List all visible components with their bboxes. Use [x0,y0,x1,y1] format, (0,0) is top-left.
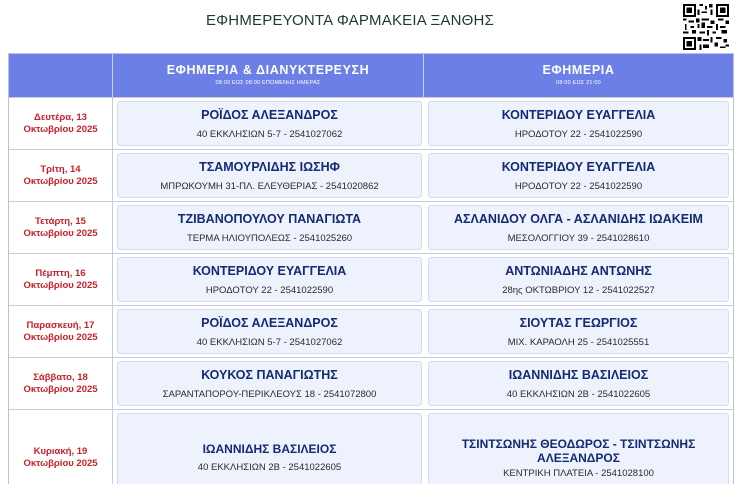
night-duty-cell [117,101,422,146]
pharmacy-name: ΙΩΑΝΝΙΔΗΣ ΒΑΣΙΛΕΙΟΣ [508,367,649,382]
page-title: ΕΦΗΜΕΡΕΥΟΝΤΑ ΦΑΡΜΑΚΕΙΑ ΞΑΝΘΗΣ [205,12,495,29]
pharmacy-address: ΜΙΧ. ΚΑΡΑΟΛΗ 25 - 2541025551 [507,336,650,348]
pharmacy-name: ΤΖΙΒΑΝΟΠΟΥΛΟΥ ΠΑΝΑΓΙΩΤΑ [177,211,362,226]
day-label: Σάββατο, 18 [33,371,88,383]
pharmacy-name: ΚΟΝΤΕΡΙΔΟΥ ΕΥΑΓΓΕΛΙΑ [192,263,347,278]
day-label: Κυριακή, 19 [33,445,88,457]
header-day-duty [424,54,733,97]
table-row [9,305,733,357]
header-night-duty-title: ΕΦΗΜΕΡΙΑ & ΔΙΑΝΥΚΤΕΡΕΥΣΗ [166,63,370,77]
pharmacy-name: ΤΣΑΜΟΥΡΛΙΔΗΣ ΙΩΣΗΦ [199,159,340,174]
day-cell [9,98,113,149]
table-header [9,54,733,97]
duty-pharmacies-table [8,53,734,484]
pharmacy-address: ΜΠΡΩΚΟΥΜΗ 31-ΠΛ. ΕΛΕΥΘΕΡΙΑΣ - 2541020862 [160,180,379,192]
day-cell [9,202,113,253]
day-label: Παρασκευή, 17 [26,319,95,331]
pharmacy-name: ΙΩΑΝΝΙΔΗΣ ΒΑΣΙΛΕΙΟΣ [202,442,337,456]
pharmacy-name: ΡΟΪΔΟΣ ΑΛΕΞΑΝΔΡΟΣ [201,315,338,330]
pharmacy-name: ΚΟΝΤΕΡΙΔΟΥ ΕΥΑΓΓΕΛΙΑ [501,159,656,174]
day-label: Πέμπτη, 16 [35,267,86,279]
header-blank-cell [9,54,113,97]
pharmacy-address: ΜΕΣΟΛΟΓΓΙΟΥ 39 - 2541028610 [507,232,650,244]
day-duty-cell [428,413,729,484]
day-duty-cell [428,153,729,198]
day-label: Τρίτη, 14 [40,163,81,175]
month-label: Οκτωβρίου 2025 [23,331,98,343]
pharmacy-name: ΚΟΝΤΕΡΙΔΟΥ ΕΥΑΓΓΕΛΙΑ [501,107,656,122]
month-label: Οκτωβρίου 2025 [23,227,98,239]
pharmacy-name: ΤΣΙΝΤΣΩΝΗΣ ΘΕΟΔΩΡΟΣ - ΤΣΙΝΤΣΩΝΗΣ ΑΛΕΞΑΝΔΡΟΣ [461,436,696,465]
table-row [9,97,733,149]
pharmacy-name: ΡΟΪΔΟΣ ΑΛΕΞΑΝΔΡΟΣ [201,107,338,122]
day-cell [9,150,113,201]
pharmacy-address: 40 ΕΚΚΛΗΣΙΩΝ 2Β - 2541022605 [506,388,651,400]
pharmacy-address: ΤΕΡΜΑ ΗΛΙΟΥΠΟΛΕΩΣ - 2541025260 [186,232,353,244]
pharmacy-address: 40 ΕΚΚΛΗΣΙΩΝ 5-7 - 2541027062 [196,336,343,348]
month-label: Οκτωβρίου 2025 [23,457,98,469]
pharmacy-name: ΑΝΤΩΝΙΑΔΗΣ ΑΝΤΩΝΗΣ [505,263,652,278]
header-day-duty-hours: 08:00 ΕΩΣ 21:00 [556,80,601,86]
pharmacy-name: ΑΣΛΑΝΙΔΟΥ ΟΛΓΑ - ΑΣΛΑΝΙΔΗΣ ΙΩΑΚΕΙΜ [454,211,703,226]
table-row [9,149,733,201]
pharmacy-address: ΗΡΟΔΟΤΟΥ 22 - 2541022590 [514,128,643,140]
header-day-duty-title: ΕΦΗΜΕΡΙΑ [542,63,615,77]
day-cell [9,358,113,409]
day-cell [9,254,113,305]
pharmacy-name: ΚΟΥΚΟΣ ΠΑΝΑΓΙΩΤΗΣ [201,367,338,382]
day-duty-cell [428,257,729,302]
header-night-duty [113,54,424,97]
table-row [9,357,733,409]
night-duty-cell [117,205,422,250]
day-duty-cell [428,101,729,146]
month-label: Οκτωβρίου 2025 [23,175,98,187]
header-night-duty-hours: 08:00 ΕΩΣ 08:00 ΕΠΟΜΕΝΗΣ ΗΜΕΡΑΣ [215,80,321,86]
night-duty-cell [117,153,422,198]
qr-code-icon[interactable] [683,4,729,50]
table-row [9,409,733,484]
day-label: Τετάρτη, 15 [35,215,86,227]
day-label: Δευτέρα, 13 [34,111,87,123]
month-label: Οκτωβρίου 2025 [23,123,98,135]
day-cell [9,306,113,357]
day-duty-cell [428,361,729,406]
day-duty-cell [428,309,729,354]
month-label: Οκτωβρίου 2025 [23,279,98,291]
pharmacy-address: 40 ΕΚΚΛΗΣΙΩΝ 2Β - 2541022605 [197,462,342,473]
pharmacy-address: ΗΡΟΔΟΤΟΥ 22 - 2541022590 [514,180,643,192]
pharmacy-address: ΚΕΝΤΡΙΚΗ ΠΛΑΤΕΙΑ - 2541028100 [503,467,654,479]
night-duty-cell [117,413,422,484]
table-row [9,201,733,253]
night-duty-cell [117,257,422,302]
pharmacy-name: ΣΙΟΥΤΑΣ ΓΕΩΡΓΙΟΣ [519,315,638,330]
pharmacy-address: ΣΑΡΑΝΤΑΠΟΡΟΥ-ΠΕΡΙΚΛΕΟΥΣ 18 - 2541072800 [162,388,377,400]
pharmacy-address: ΗΡΟΔΟΤΟΥ 22 - 2541022590 [205,284,334,296]
table-row [9,253,733,305]
month-label: Οκτωβρίου 2025 [23,383,98,395]
night-duty-cell [117,361,422,406]
day-cell [9,410,113,484]
pharmacy-address: 40 ΕΚΚΛΗΣΙΩΝ 5-7 - 2541027062 [196,128,343,140]
night-duty-cell [117,309,422,354]
day-duty-cell [428,205,729,250]
pharmacy-address: 28ης ΟΚΤΩΒΡΙΟΥ 12 - 2541022527 [502,284,655,296]
